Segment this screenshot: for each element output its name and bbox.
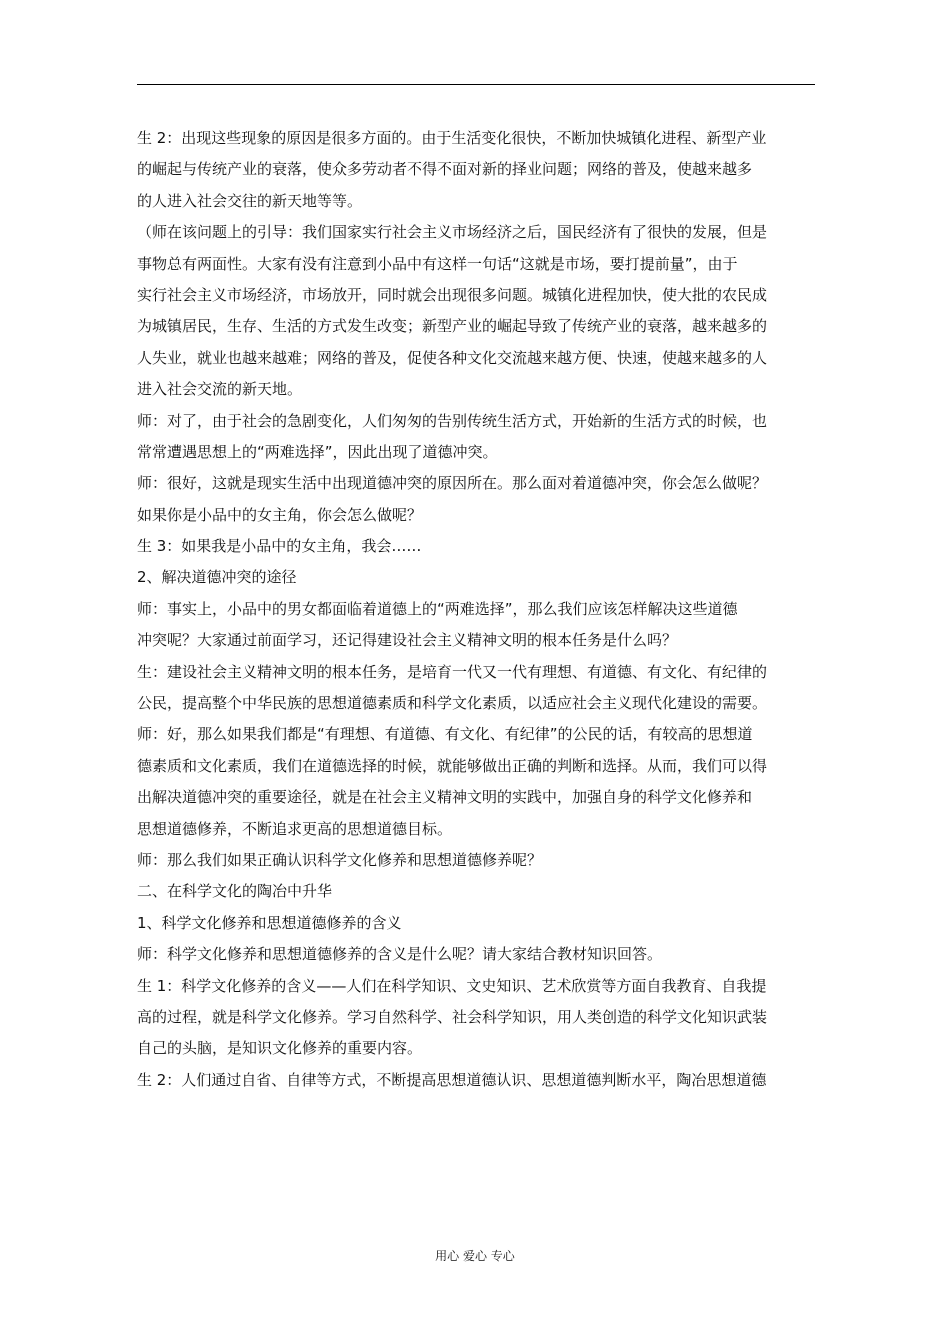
text-line: 实行社会主义市场经济，市场放开，同时就会出现很多问题。城镇化进程加快，使大批的农民成 xyxy=(137,285,768,304)
text-line: 事物总有两面性。大家有没有注意到小品中有这样一句话“这就是市场，要打提前量”，由于 xyxy=(137,254,738,273)
text-line: 师：好，那么如果我们都是“有理想、有道德、有文化、有纪律”的公民的话，有较高的思想道 xyxy=(137,725,753,744)
text-line: 高的过程，就是科学文化修养。学习自然科学、社会科学知识，用人类创造的科学文化知识武装 xyxy=(137,1007,768,1026)
text-line: 1、科学文化修养和思想道德修养的含义 xyxy=(137,913,402,932)
text-line: 生 3：如果我是小品中的女主角，我会…… xyxy=(137,537,422,556)
text-line: 2、解决道德冲突的途径 xyxy=(137,568,297,587)
text-line: 自己的头脑，是知识文化修养的重要内容。 xyxy=(137,1039,423,1058)
text-line: （师在该问题上的引导：我们国家实行社会主义市场经济之后，国民经济有了很快的发展，但是 xyxy=(137,223,768,242)
text-line: 公民，提高整个中华民族的思想道德素质和科学文化素质，以适应社会主义现代化建设的需要。 xyxy=(137,694,768,713)
text-line: 的人进入社会交往的新天地等等。 xyxy=(137,191,363,210)
text-line: 常常遭遇思想上的“两难选择”，因此出现了道德冲突。 xyxy=(137,442,498,461)
text-line: 师：对了，由于社会的急剧变化，人们匆匆的告别传统生活方式，开始新的生活方式的时候，也 xyxy=(137,411,768,430)
text-line: 师：事实上，小品中的男女都面临着道德上的“两难选择”，那么我们应该怎样解决这些道德 xyxy=(137,599,738,618)
text-line: 进入社会交流的新天地。 xyxy=(137,380,303,399)
text-line: 德素质和文化素质，我们在道德选择的时候，就能够做出正确的判断和选择。从而，我们可以得 xyxy=(137,756,768,775)
text-line: 二、在科学文化的陶冶中升华 xyxy=(137,882,333,901)
text-line: 为城镇居民，生存、生活的方式发生改变；新型产业的崛起导致了传统产业的衰落，越来越多的 xyxy=(137,317,768,336)
text-line: 师：那么我们如果正确认识科学文化修养和思想道德修养呢？ xyxy=(137,850,543,869)
text-line: 生：建设社会主义精神文明的根本任务，是培育一代又一代有理想、有道德、有文化、有纪律的 xyxy=(137,662,768,681)
text-line: 人失业，就业也越来越难；网络的普及，促使各种文化交流越来越方便、快速，使越来越多的人 xyxy=(137,348,768,367)
text-line: 冲突呢？大家通过前面学习，还记得建设社会主义精神文明的根本任务是什么吗？ xyxy=(137,631,678,650)
header-rule xyxy=(137,84,815,85)
text-line: 出解决道德冲突的重要途径，就是在社会主义精神文明的实践中，加强自身的科学文化修养和 xyxy=(137,788,753,807)
text-line: 生 2：人们通过自省、自律等方式，不断提高思想道德认识、思想道德判断水平，陶冶思想道德 xyxy=(137,1070,767,1089)
text-line: 的崛起与传统产业的衰落，使众多劳动者不得不面对新的择业问题；网络的普及，使越来越多 xyxy=(137,160,753,179)
text-line: 思想道德修养，不断追求更高的思想道德目标。 xyxy=(137,819,453,838)
text-line: 生 1：科学文化修养的含义——人们在科学知识、文史知识、艺术欣赏等方面自我教育、自我提 xyxy=(137,976,767,995)
text-line: 生 2：出现这些现象的原因是很多方面的。由于生活变化很快，不断加快城镇化进程、新型产业 xyxy=(137,129,767,147)
document-body xyxy=(137,123,817,1096)
text-line: 如果你是小品中的女主角，你会怎么做呢？ xyxy=(137,505,423,524)
text-line: 师：科学文化修养和思想道德修养的含义是什么呢？请大家结合教材知识回答。 xyxy=(137,945,663,964)
page-footer: 用心 爱心 专心 xyxy=(435,1249,515,1263)
text-line: 师：很好，这就是现实生活中出现道德冲突的原因所在。那么面对着道德冲突，你会怎么做呢？ xyxy=(137,474,768,493)
